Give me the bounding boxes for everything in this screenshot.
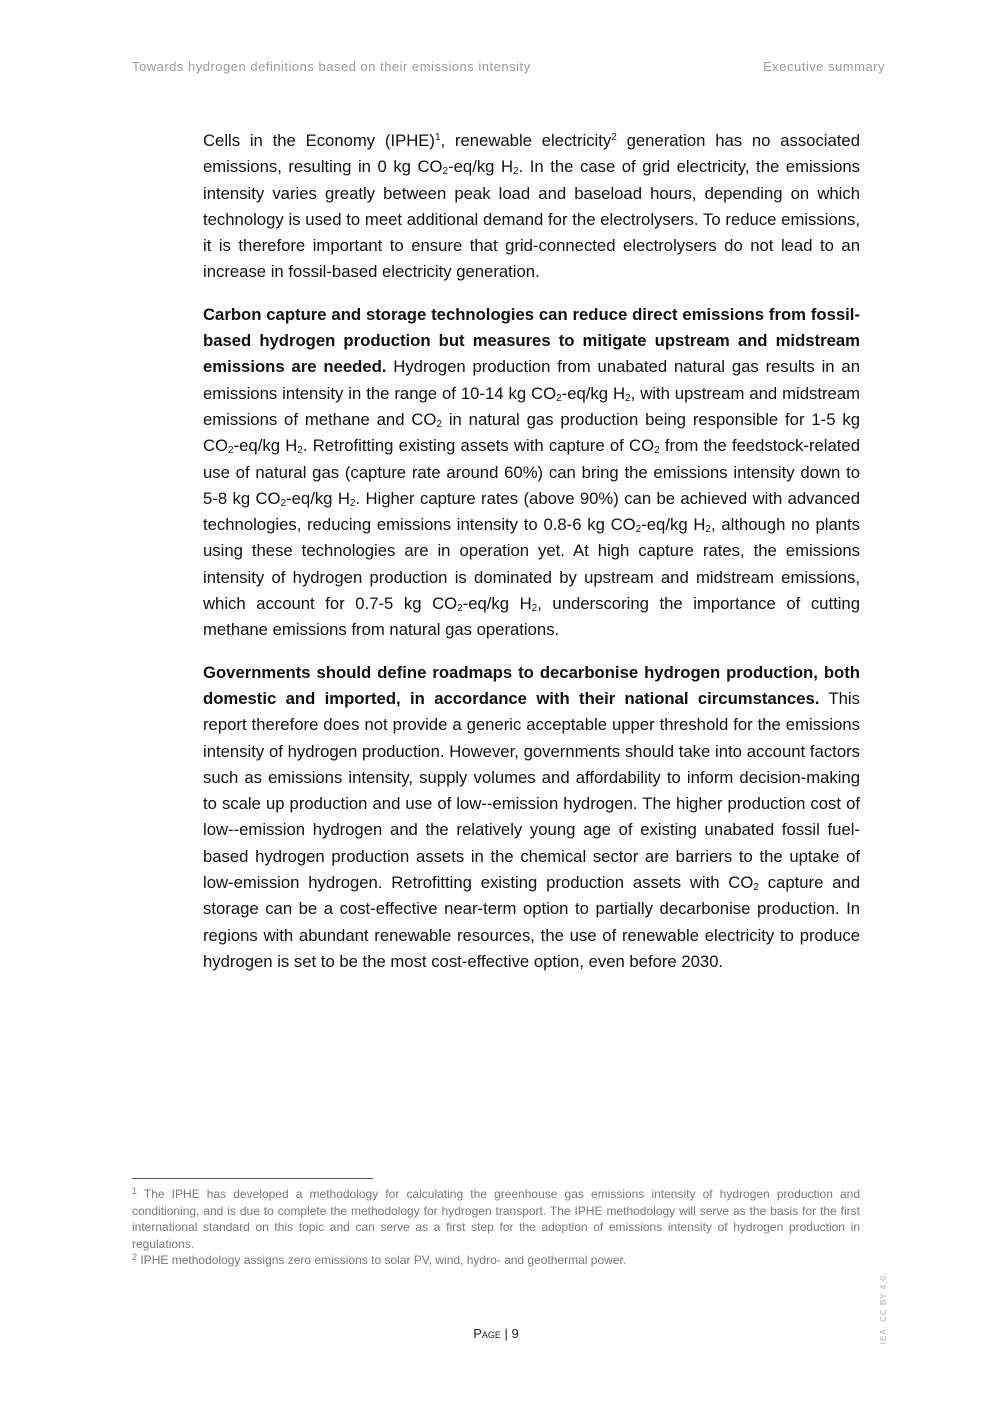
footnotes [132,1186,860,1269]
footnote-ref-2[interactable]: 2 [611,132,617,143]
running-header-section: Executive summary [763,59,885,74]
paragraph-government-roadmaps: Governments should define roadmaps to decarbonise hydrogen production, both domestic and imported, in accordance with their national circumstances. This report therefore does not provide a generic acceptable upper threshold for the emissions intensity of hydrogen production. However, governments should take into account factors such as emissions intensity, supply volumes and affordability to inform decision-making to scale up production and use of low--emission hydrogen. The higher production cost of low--emission hydrogen and the relatively young age of existing unabated fossil fuel-based hydrogen production assets in the chemical sector are barriers to the uptake of low-emission hydrogen. Retrofitting existing production assets with $CO_2$ capture and storage can be a cost-effective near-term option to partially decarbonise production. In regions with abundant renewable resources, the use of renewable electricity to produce hydrogen is set to be the most cost-effective option, even before 2030. [203,662,860,971]
footnote-separator [132,1178,373,1179]
main-text [203,128,860,991]
paragraph-carbon-capture: Carbon capture and storage technologies can reduce direct emissions from fossil-based hydrogen production but measures to mitigate upstream and midstream emissions are needed. Hydrogen production from unabated natural gas results in an emissions intensity in the range of 10-14 kg $CO_2-eq/kg$ $H_2$, with upstream and midstream emissions of methane and $CO_2$ in natural gas production being responsible for 1-5 kg $CO_2-eq/kg$ $H_2$. Retrofitting existing assets with capture of $CO_2$ from the feedstock-related use of natural gas (capture rate around 60%) can bring the emissions intensity down to 5-8 kg $CO_2-eq/kg$ $H_2$. Higher capture rates (above 90%) can be achieved with advanced technologies, reducing emissions intensity to 0.8-6 kg $CO_2-eq/kg$ $H_2$, although no plants using these technologies are in operation yet. At high capture rates, the emissions intensity of hydrogen production is dominated by upstream and midstream emissions, which account for 0.7-5 kg $CO_2-eq/kg$ $H_2$, underscoring the importance of cutting methane emissions from natural gas operations. [203,304,860,640]
page-number: Page | 9 [473,1326,519,1341]
footnote-2: $^2$ IPHE methodology assigns zero emissions to solar PV, wind, hydro- and geothermal power. [132,1252,627,1268]
license-credit: IEA. CC BY 4.0. [879,1272,888,1345]
footnote-ref-1[interactable]: 1 [434,132,441,143]
footnote-1: $^1$ The IPHE has developed a methodology for calculating the greenhouse gas emissions intensity of hydrogen production and conditioning, and is due to complete the methodology for hydrogen transport. The IPHE methodology will serve as the basis for the first international standard on this topic and can serve as a first step for the adoption of emissions intensity of hydrogen production in regulations. [132,1186,860,1251]
running-header-title: Towards hydrogen definitions based on their emissions intensity [132,59,531,74]
paragraph-grid-electricity: Cells in the Economy (IPHE)$^1$, renewable electricity$^2$ generation has no associated emissions, resulting in 0 kg $CO_2-eq/kg$ $H_2$. In the case of grid electricity, the emissions intensity varies greatly between peak load and baseload hours, depending on which technology is used to meet additional demand for the electrolysers. To reduce emissions, it is therefore important to ensure that grid-connected electrolysers do not lead to an increase in fossil-based electricity generation. [203,131,860,282]
